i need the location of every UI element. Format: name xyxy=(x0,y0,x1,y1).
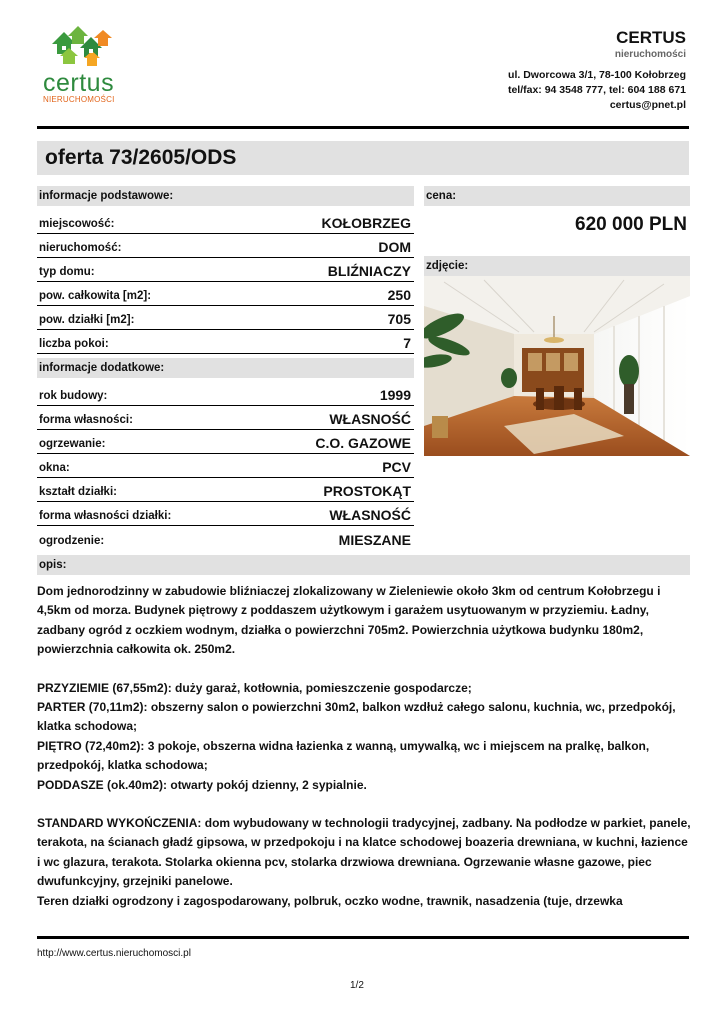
info-label: kształt działki: xyxy=(39,486,117,498)
description-paragraph: Dom jednorodzinny w zabudowie bliźniaczej zlokalizowany w Zieleniewie około 3km od centrum Kołobrzegu i 4,5km od morza. Budynek piętrowy z poddaszem użytkowym i garażem usytuowanym w przyziemiu. Ładny, zadbany ogród z oczkiem wodnym, działka o powierzchni 705m2. Powierzchnia użytkowa budynku 180m2, powierzchnia całkowita ok. 250m2. xyxy=(37,584,661,657)
info-row xyxy=(37,406,414,430)
info-value: 7 xyxy=(403,335,411,351)
info-label: forma własności działki: xyxy=(39,510,172,522)
footer-divider xyxy=(37,936,689,939)
info-row xyxy=(37,258,414,282)
info-value: 250 xyxy=(387,287,411,303)
company-header xyxy=(615,28,686,60)
info-value: DOM xyxy=(378,239,411,255)
section-description: opis: xyxy=(37,555,690,575)
company-logo xyxy=(40,26,130,108)
info-row xyxy=(37,454,414,478)
info-row xyxy=(37,210,414,234)
info-row xyxy=(37,330,414,354)
info-row xyxy=(37,382,414,406)
info-label: nieruchomość: xyxy=(39,242,122,254)
info-label: typ domu: xyxy=(39,266,95,278)
info-value: MIESZANE xyxy=(338,532,411,548)
section-price: cena: xyxy=(424,186,690,206)
info-label: forma własności: xyxy=(39,414,133,426)
info-label: pow. działki [m2]: xyxy=(39,314,135,326)
info-label: miejscowość: xyxy=(39,218,115,230)
contact-block xyxy=(508,68,686,113)
info-row xyxy=(37,526,414,550)
info-label: ogrzewanie: xyxy=(39,438,106,450)
section-additional-info: informacje dodatkowe: xyxy=(37,358,414,378)
info-value: BLIŹNIACZY xyxy=(327,263,411,279)
info-label: okna: xyxy=(39,462,70,474)
offer-title-bar xyxy=(37,141,689,175)
info-row xyxy=(37,234,414,258)
info-label: pow. całkowita [m2]: xyxy=(39,290,152,302)
info-label: liczba pokoi: xyxy=(39,338,109,350)
info-value: PROSTOKĄT xyxy=(323,483,411,499)
info-value: WŁASNOŚĆ xyxy=(329,507,411,523)
living-room-photo xyxy=(424,276,690,456)
contact-email: certus@pnet.pl xyxy=(609,99,686,111)
info-row xyxy=(37,430,414,454)
info-value: PCV xyxy=(382,459,411,475)
description-paragraph: PRZYZIEMIE (67,55m2): duży garaż, kotłownia, pomieszczenie gospodarcze; PARTER (70,11m2): obszerny salon o powierzchni 30m2, balkon wzdłuż całego salonu, kuchnia, wc, przedpokój, klatka schodowa; PIĘTRO (72,40m2): 3 pokoje, obszerna widna łazienka z wanną, umywalką, wc i miejscem na pralkę, balkon, przedpokój, klatka schodowa; PODDASZE (ok.40m2): otwarty pokój dzienny, 2 sypialnie. xyxy=(37,680,676,792)
info-value: KOŁOBRZEG xyxy=(321,215,411,231)
header-divider xyxy=(37,126,689,129)
info-value: WŁASNOŚĆ xyxy=(329,411,411,427)
info-value: 705 xyxy=(387,311,411,327)
logo-subtitle: NIERUCHOMOŚCI xyxy=(43,95,115,104)
offer-title: oferta 73/2605/ODS xyxy=(45,146,237,169)
info-row xyxy=(37,282,414,306)
logo-houses-icon xyxy=(40,26,120,70)
info-value: C.O. GAZOWE xyxy=(315,435,411,451)
info-row xyxy=(37,502,414,526)
company-subtitle: nieruchomości xyxy=(614,49,686,60)
contact-address: ul. Dworcowa 3/1, 78-100 Kołobrzeg xyxy=(508,69,686,81)
section-basic-info: informacje podstawowe: xyxy=(37,186,414,206)
footer-url-link[interactable]: http://www.certus.nieruchomosci.pl xyxy=(37,948,191,959)
info-row xyxy=(37,478,414,502)
company-name: CERTUS xyxy=(616,28,686,47)
logo-wordmark: certus xyxy=(43,69,115,97)
contact-phones: tel/fax: 94 3548 777, tel: 604 188 671 xyxy=(507,84,686,96)
price-value: 620 000 PLN xyxy=(575,214,687,235)
info-value: 1999 xyxy=(379,387,411,403)
page-number: 1/2 xyxy=(350,980,364,991)
section-photo: zdjęcie: xyxy=(424,256,690,276)
info-row xyxy=(37,306,414,330)
info-label: ogrodzenie: xyxy=(39,535,105,547)
description-paragraph: STANDARD WYKOŃCZENIA: dom wybudowany w technologii tradycyjnej, zadbany. Na podłodze w parkiet, panele, terakota, na ścianach gładź gipsowa, w przedpokoju i na klatce schodowej boazeria drewniana, w kuchni, łazience i wc glazura, terakota. Stolarka okienna pcv, stolarka drzwiowa drewniana. Ogrzewanie własne gazowe, piec dwufunkcyjny, grzejniki panelowe. Teren działki ogrodzony i zagospodarowany, polbruk, oczko wodne, trawnik, nasadzenia (tuje, drzewka xyxy=(37,816,691,908)
description-text xyxy=(37,582,692,911)
property-photo xyxy=(424,276,690,456)
info-label: rok budowy: xyxy=(39,390,108,402)
